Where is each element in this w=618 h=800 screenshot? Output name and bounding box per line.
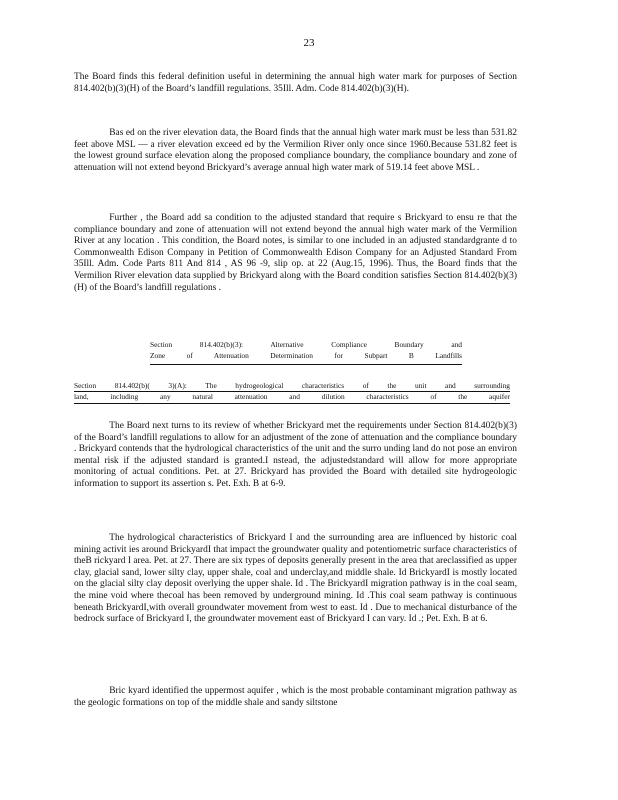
heading-line: Section 814.402(b)(3): Alternative Compliance Boundary and — [150, 340, 462, 349]
page-number: 23 — [303, 37, 315, 49]
paragraph-board-condition: Further , the Board add sa condition to the adjusted standard that require s Brickyard to ensu re that the compliance boundary and zone of attenuation will not extend beyond the annual high water mark of the Vermilion River at any location . This condition, the Board notes, is similar to one included in an adjusted standardgrante d to Commonwealth Edison Company in Petition of Commonwealth Edison Company for an Adjusted Standard From 35Ill. Adm. Code Parts 811 And 814 , AS 96 -9, slip op. at 22 (Aug.15, 1996). Thus, the Board finds that the Vermilion River elevation data supplied by Brickyard along with the Board condition satisfies Section 814.402(b)(3)(H) of the Board’s landfill regulations . — [74, 212, 517, 293]
heading-line: Zone of Attenuation Determination for Subpart B Landfills — [150, 350, 462, 360]
heading-underline — [74, 403, 510, 404]
heading-underline — [74, 391, 510, 392]
heading-line: land, including any natural attenuation and dilution characteristics of the aquifer — [74, 392, 510, 401]
section-heading-compliance-boundary — [150, 340, 462, 361]
heading-line: Section 814.402(b)( 3)(A): The hydrogeological characteristics of the unit and surrounding — [74, 381, 510, 390]
paragraph-board-review: The Board next turns to its review of whether Brickyard met the requirements under Section 814.402(b)(3) of the Board’s landfill regulations to allow for an adjustment of the zone of attenuation and the compliance boundary . Brickyard contends that the hydrological characteristics of the unit and the surro unding land do not pose an environ mental risk if the adjusted standard is granted.I nstead, the adjustedstandard will allow for more appropriate monitoring of actual conditions. Pet. at 27. Brickyard has provided the Board with detailed site hydrogeologic information to support its assertion s. Pet. Exh. B at 6-9. — [74, 420, 517, 489]
heading-underline — [150, 364, 462, 365]
paragraph-federal-definition: The Board finds this federal definition useful in determining the annual high water mark for purposes of Section 814.402(b)(3)(H) of the Board’s landfill regulations. 35Ill. Adm. Code 814.402(b)(3)(H). — [74, 71, 517, 94]
paragraph-hydrological-characteristics: The hydrological characteristics of Brickyard I and the surrounding area are influenced by historic coal mining activit ies around BrickyardI that impact the groundwater quality and potentiometric surface characteristics of theB rickyard I area. Pet. at 27. There are six types of deposits generally present in the area that areclassified as upper clay, glacial sand, lower silty clay, upper shale, coal and underclay,and middle shale. Id BrickyardI is mostly located on the glacial silty clay deposit overlying the upper shale. Id . The BrickyardI migration pathway is in the coal seam, the mine void where thecoal has been removed by underground mining. Id .This coal seam pathway is continuous beneath BrickyardI,with overall groundwater movement from west to east. Id . Due to mechanical disturbance of the bedrock surface of Brickyard I, the groundwater movement east of Brickyard I can vary. Id .; Pet. Exh. B at 6. — [74, 532, 517, 625]
paragraph-river-elevation: Bas ed on the river elevation data, the Board finds that the annual high water mark must be less than 531.82 feet above MSL — a river elevation exceed ed by the Vermilion River only once since 1960.Because 531.82 feet is the lowest ground surface elevation along the proposed compliance boundary, the compliance boundary and zone of attenuation will not extend beyond Brickyard’s average annual high water mark of 519.14 feet above MSL . — [74, 127, 517, 173]
paragraph-uppermost-aquifer: Bric kyard identified the uppermost aquifer , which is the most probable contaminant migration pathway as the geologic formations on top of the middle shale and sandy siltstone — [74, 685, 517, 708]
